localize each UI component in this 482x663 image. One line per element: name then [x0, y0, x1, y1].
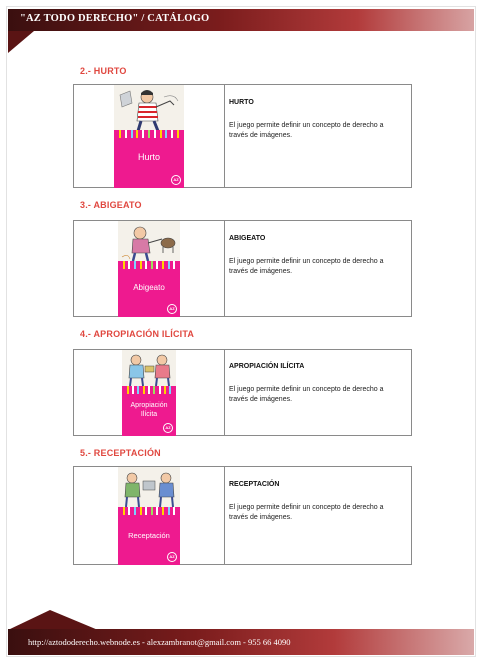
entry-title-hurto: HURTO	[229, 99, 254, 106]
thumb-receptacion[interactable]	[118, 467, 180, 565]
entry-divider	[224, 350, 225, 435]
hurto-illustration	[114, 85, 184, 131]
header-title: "AZ TODO DERECHO" / CATÁLOGO	[20, 13, 210, 24]
entry-apropiacion	[73, 349, 412, 436]
az-logo-icon: AZ	[171, 175, 181, 185]
footer-contact-text[interactable]: http://aztododerecho.webnode.es - alexzambranot@gmail.com - 955 66 4090	[28, 637, 291, 647]
entry-hurto	[73, 84, 412, 188]
entry-description-abigeato: El juego permite definir un concepto de derecho a través de imágenes.	[229, 258, 384, 275]
entry-receptacion	[73, 466, 412, 565]
receptacion-card	[118, 507, 180, 565]
section-heading-apropiacion: 4.- APROPIACIÓN ILÍCITA	[80, 329, 195, 339]
footer-page-curl	[8, 610, 98, 630]
card-label-hurto: Hurto	[137, 152, 160, 162]
card-label-abigeato: Abigeato	[133, 283, 165, 292]
receptacion-illustration	[118, 467, 180, 507]
thumb-abigeato[interactable]	[118, 221, 180, 317]
entry-title-receptacion: RECEPTACIÓN	[229, 481, 280, 488]
card-label-receptacion: Receptación	[128, 531, 170, 540]
section-heading-abigeato: 3.- ABIGEATO	[80, 200, 142, 210]
card-stripes	[118, 507, 180, 515]
abigeato-card	[118, 261, 180, 317]
entry-description-apropiacion: El juego permite definir un concepto de derecho a través de imágenes.	[229, 386, 384, 403]
card-stripes	[114, 130, 184, 138]
apropiacion-illustration	[122, 350, 176, 386]
section-heading-hurto: 2.- HURTO	[80, 66, 127, 76]
entry-divider	[224, 221, 225, 316]
card-label-apropiacion: Apropiación Ilícita	[130, 402, 168, 418]
abigeato-illustration	[118, 221, 180, 261]
entry-description-hurto: El juego permite definir un concepto de derecho a través de imágenes.	[229, 122, 384, 139]
entry-abigeato	[73, 220, 412, 317]
entry-title-abigeato: ABIGEATO	[229, 235, 266, 242]
section-heading-receptacion: 5.- RECEPTACIÓN	[80, 448, 161, 458]
az-logo-icon: AZ	[163, 423, 173, 433]
entry-description-receptacion: El juego permite definir un concepto de derecho a través de imágenes.	[229, 504, 384, 521]
entry-divider	[224, 467, 225, 564]
thumb-apropiacion[interactable]	[122, 350, 176, 436]
card-stripes	[118, 261, 180, 269]
apropiacion-card	[122, 386, 176, 436]
card-stripes	[122, 386, 176, 394]
az-logo-icon: AZ	[167, 304, 177, 314]
az-logo-icon: AZ	[167, 552, 177, 562]
hurto-card	[114, 130, 184, 188]
header-page-curl	[8, 31, 34, 53]
entry-divider	[224, 85, 225, 187]
entry-title-apropiacion: APROPIACIÓN ILÍCITA	[229, 363, 305, 370]
thumb-hurto[interactable]	[114, 85, 184, 188]
